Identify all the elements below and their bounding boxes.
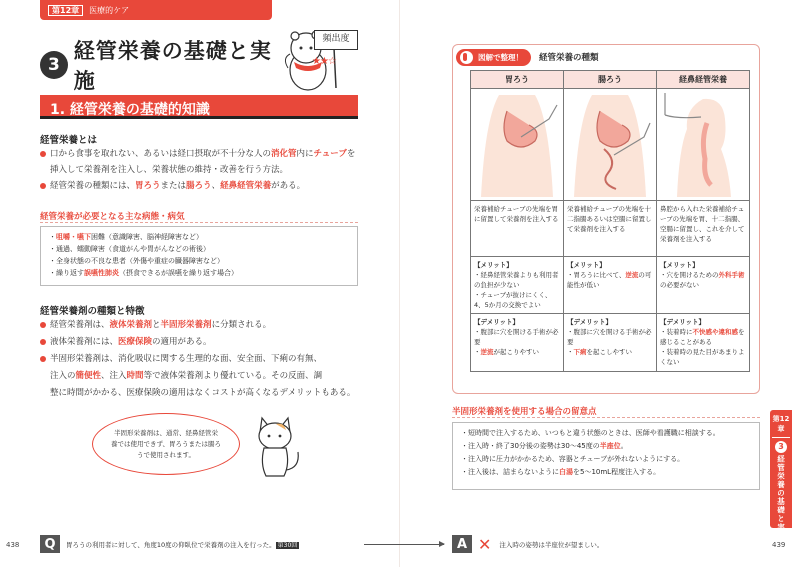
speech-bubble: 半固形栄養剤は、通常、経鼻経管栄養では使用できず、胃ろうまたは腸ろうで使用されます。: [92, 413, 240, 475]
table-cell: 【メリット】 ・穴を開けるための外科手術の必要がない: [657, 257, 750, 314]
column-header: 経鼻経管栄養: [657, 71, 750, 89]
table-cell: 【デメリット】 ・腹部に穴を開ける手術が必要 ・逆流が起こりやすい: [471, 314, 564, 372]
table-cell: 栄養補給チューブの先端を十二指腸あるいは空腸に留置して栄養剤を注入する: [564, 201, 657, 257]
divider: [452, 417, 760, 418]
diagram-title: [456, 48, 599, 66]
chapter-name: 医療的ケア: [89, 6, 130, 15]
column-header: 胃ろう: [471, 71, 564, 89]
nasogastric-illustration: [657, 89, 750, 201]
condition-item: ・繰り返す誤嚥性肺炎（摂食できるが誤嚥を繰り返す場合）: [49, 269, 238, 277]
list-item: 液体栄養剤には、医療保険の適用がある。: [40, 334, 360, 351]
condition-item: ・通過、蠕動障害（食道がんや胃がんなどの術後）: [49, 245, 210, 253]
diagram-badge: 図解で整理！: [456, 49, 531, 66]
table-row: [471, 89, 750, 201]
stomach-tube-icon: [471, 89, 563, 197]
divider: [40, 222, 358, 223]
usage-item: ・注入時に圧力がかかるため、容器とチューブが外れないようにする。: [461, 455, 685, 463]
title-text: 経管栄養の基礎と実施: [73, 39, 272, 93]
exam-tag: 第30回: [277, 541, 298, 549]
subheading-about: 経管栄養とは: [40, 135, 98, 146]
table-cell: 栄養補給チューブの先端を胃に留置して栄養剤を注入する: [471, 201, 564, 257]
usage-item: ・短時間で注入するため、いつもと違う状態のときは、医師や看護職に相談する。: [461, 429, 720, 437]
usage-item: ・注入時・終了30分後の姿勢は30〜45度の半座位。: [461, 442, 628, 450]
page-number-right: 439: [772, 541, 786, 549]
column-header: 腸ろう: [564, 71, 657, 89]
frequency-sign: 頻出度: [314, 30, 358, 50]
list-item: 経管栄養剤は、液体栄養剤と半固形栄養剤に分類される。: [40, 317, 360, 334]
question-icon: Q: [40, 535, 60, 553]
cat-mascot-icon: [246, 412, 306, 482]
table-row: [471, 201, 750, 257]
quiz-bar: [40, 532, 760, 556]
about-list: [40, 146, 360, 194]
chapter-tag: [40, 0, 272, 20]
page-number-left: 438: [6, 541, 20, 549]
table-cell: 【メリット】 ・胃ろうに比べて、逆流の可能性が低い: [564, 257, 657, 314]
table-header-row: [471, 71, 750, 89]
usage-item: ・注入後は、詰まらないように白湯を5〜10mL程度注入する。: [461, 468, 661, 476]
list-item: 経管栄養の種類には、胃ろうまたは腸ろう、経鼻経管栄養がある。: [40, 178, 360, 194]
chapter-side-tab[interactable]: 第12章 3 経管栄養の基礎と実施: [770, 410, 792, 528]
diagram-heading: 経管栄養の種類: [539, 53, 599, 63]
table-cell: 【デメリット】 ・装着時に不快感や違和感を感じることがある ・装着時の見た目があまりよくない: [657, 314, 750, 372]
list-item: 半固形栄養剤は、消化吸収に関する生理的な面、安全面、下痢の有無、 注入の簡便性、注入時間等で液体栄養剤より優れている。その反面、調 整に時間がかかる、医療保険の適用はなくコストが高くなるデメリットもある。: [40, 351, 360, 402]
page-title: [40, 39, 292, 93]
lightbulb-icon: [460, 51, 473, 64]
jejunostomy-illustration: [564, 89, 657, 201]
table-cell: 【メリット】 ・経鼻経管栄養よりも利用者の負担が少ない ・チューブが抜けにくく、4、5か月の交換でよい: [471, 257, 564, 314]
answer-text: 注入時の姿勢は半座位が望ましい。: [499, 540, 604, 549]
table-cell: 鼻腔から入れた栄養補給チューブの先端を胃、十二指腸、空腸に留置し、これを介して栄養剤を注入する: [657, 201, 750, 257]
intestine-tube-icon: [564, 89, 656, 197]
arrow-right-icon: [364, 544, 444, 545]
question-text: 胃ろうの利用者に対して、角度10度の仰臥位で栄養剤の注入を行った。 第30回: [66, 540, 298, 549]
section-heading: 1. 経管栄養の基礎的知識: [40, 95, 358, 119]
list-item: 口から食事を取れない、あるいは経口摂取が不十分な人の消化管内にチューブを挿入して栄養剤を注入し、栄養状態の維持・改善を行う方法。: [40, 146, 360, 178]
feeding-types-table: [470, 70, 750, 372]
chapter-number: 第12章: [48, 5, 83, 16]
subheading-formulas: 経管栄養剤の種類と特徴: [40, 306, 145, 317]
usage-box: [452, 422, 760, 490]
condition-item: ・咀嚼・嚥下困難（意識障害、脳神経障害など）: [49, 233, 203, 241]
condition-item: ・全身状態の不良な患者（外傷や重症の臓器障害など）: [49, 257, 224, 265]
answer-icon: A: [452, 535, 472, 553]
formula-list: [40, 317, 360, 402]
gastrostomy-illustration: [471, 89, 564, 201]
table-cell: 【デメリット】 ・腹部に穴を開ける手術が必要 ・下痢を起こしやすい: [564, 314, 657, 372]
nasal-tube-icon: [657, 89, 749, 197]
frequency-stars: ★★☆: [312, 56, 336, 67]
conditions-heading: 経管栄養が必要となる主な病態・病気: [40, 212, 185, 222]
cross-icon: ✕: [478, 534, 492, 554]
table-row: [471, 257, 750, 314]
conditions-box: [40, 226, 358, 286]
table-row: [471, 314, 750, 372]
title-number: 3: [40, 51, 68, 79]
usage-heading: 半固形栄養剤を使用する場合の留意点: [452, 407, 597, 417]
